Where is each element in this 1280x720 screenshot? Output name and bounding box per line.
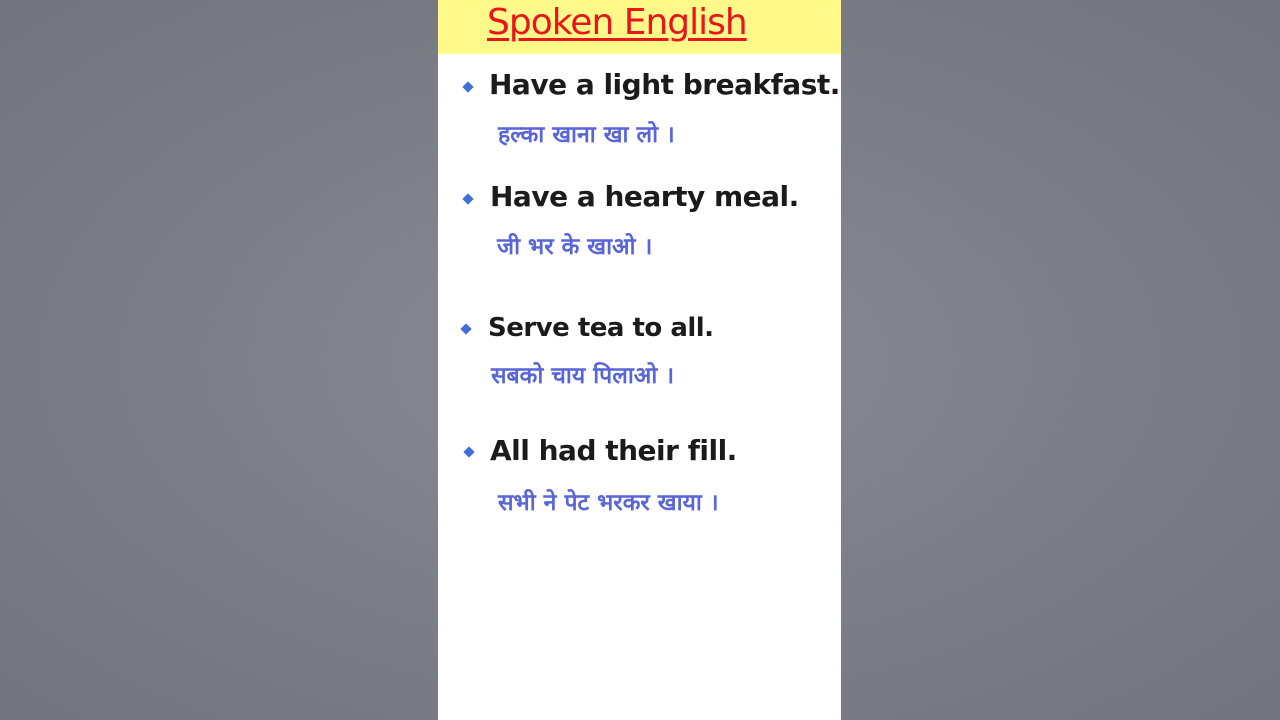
title-bar: [438, 0, 841, 54]
english-phrase: Serve tea to all.: [488, 313, 714, 343]
diamond-bullet-icon: [463, 446, 474, 457]
hindi-translation: सभी ने पेट भरकर खाया ।: [498, 490, 719, 516]
diamond-bullet-icon: [462, 193, 473, 204]
english-phrase: Have a hearty meal.: [490, 180, 799, 213]
hindi-translation: हल्का खाना खा लो ।: [498, 122, 675, 148]
english-phrase: All had their fill.: [490, 434, 737, 467]
content-card: [438, 0, 841, 720]
english-phrase: Have a light breakfast.: [489, 68, 840, 101]
hindi-translation: जी भर के खाओ ।: [497, 234, 653, 260]
page-title: Spoken English: [487, 2, 747, 43]
diamond-bullet-icon: [460, 323, 471, 334]
hindi-translation: सबको चाय पिलाओ ।: [491, 363, 675, 389]
diamond-bullet-icon: [462, 81, 473, 92]
